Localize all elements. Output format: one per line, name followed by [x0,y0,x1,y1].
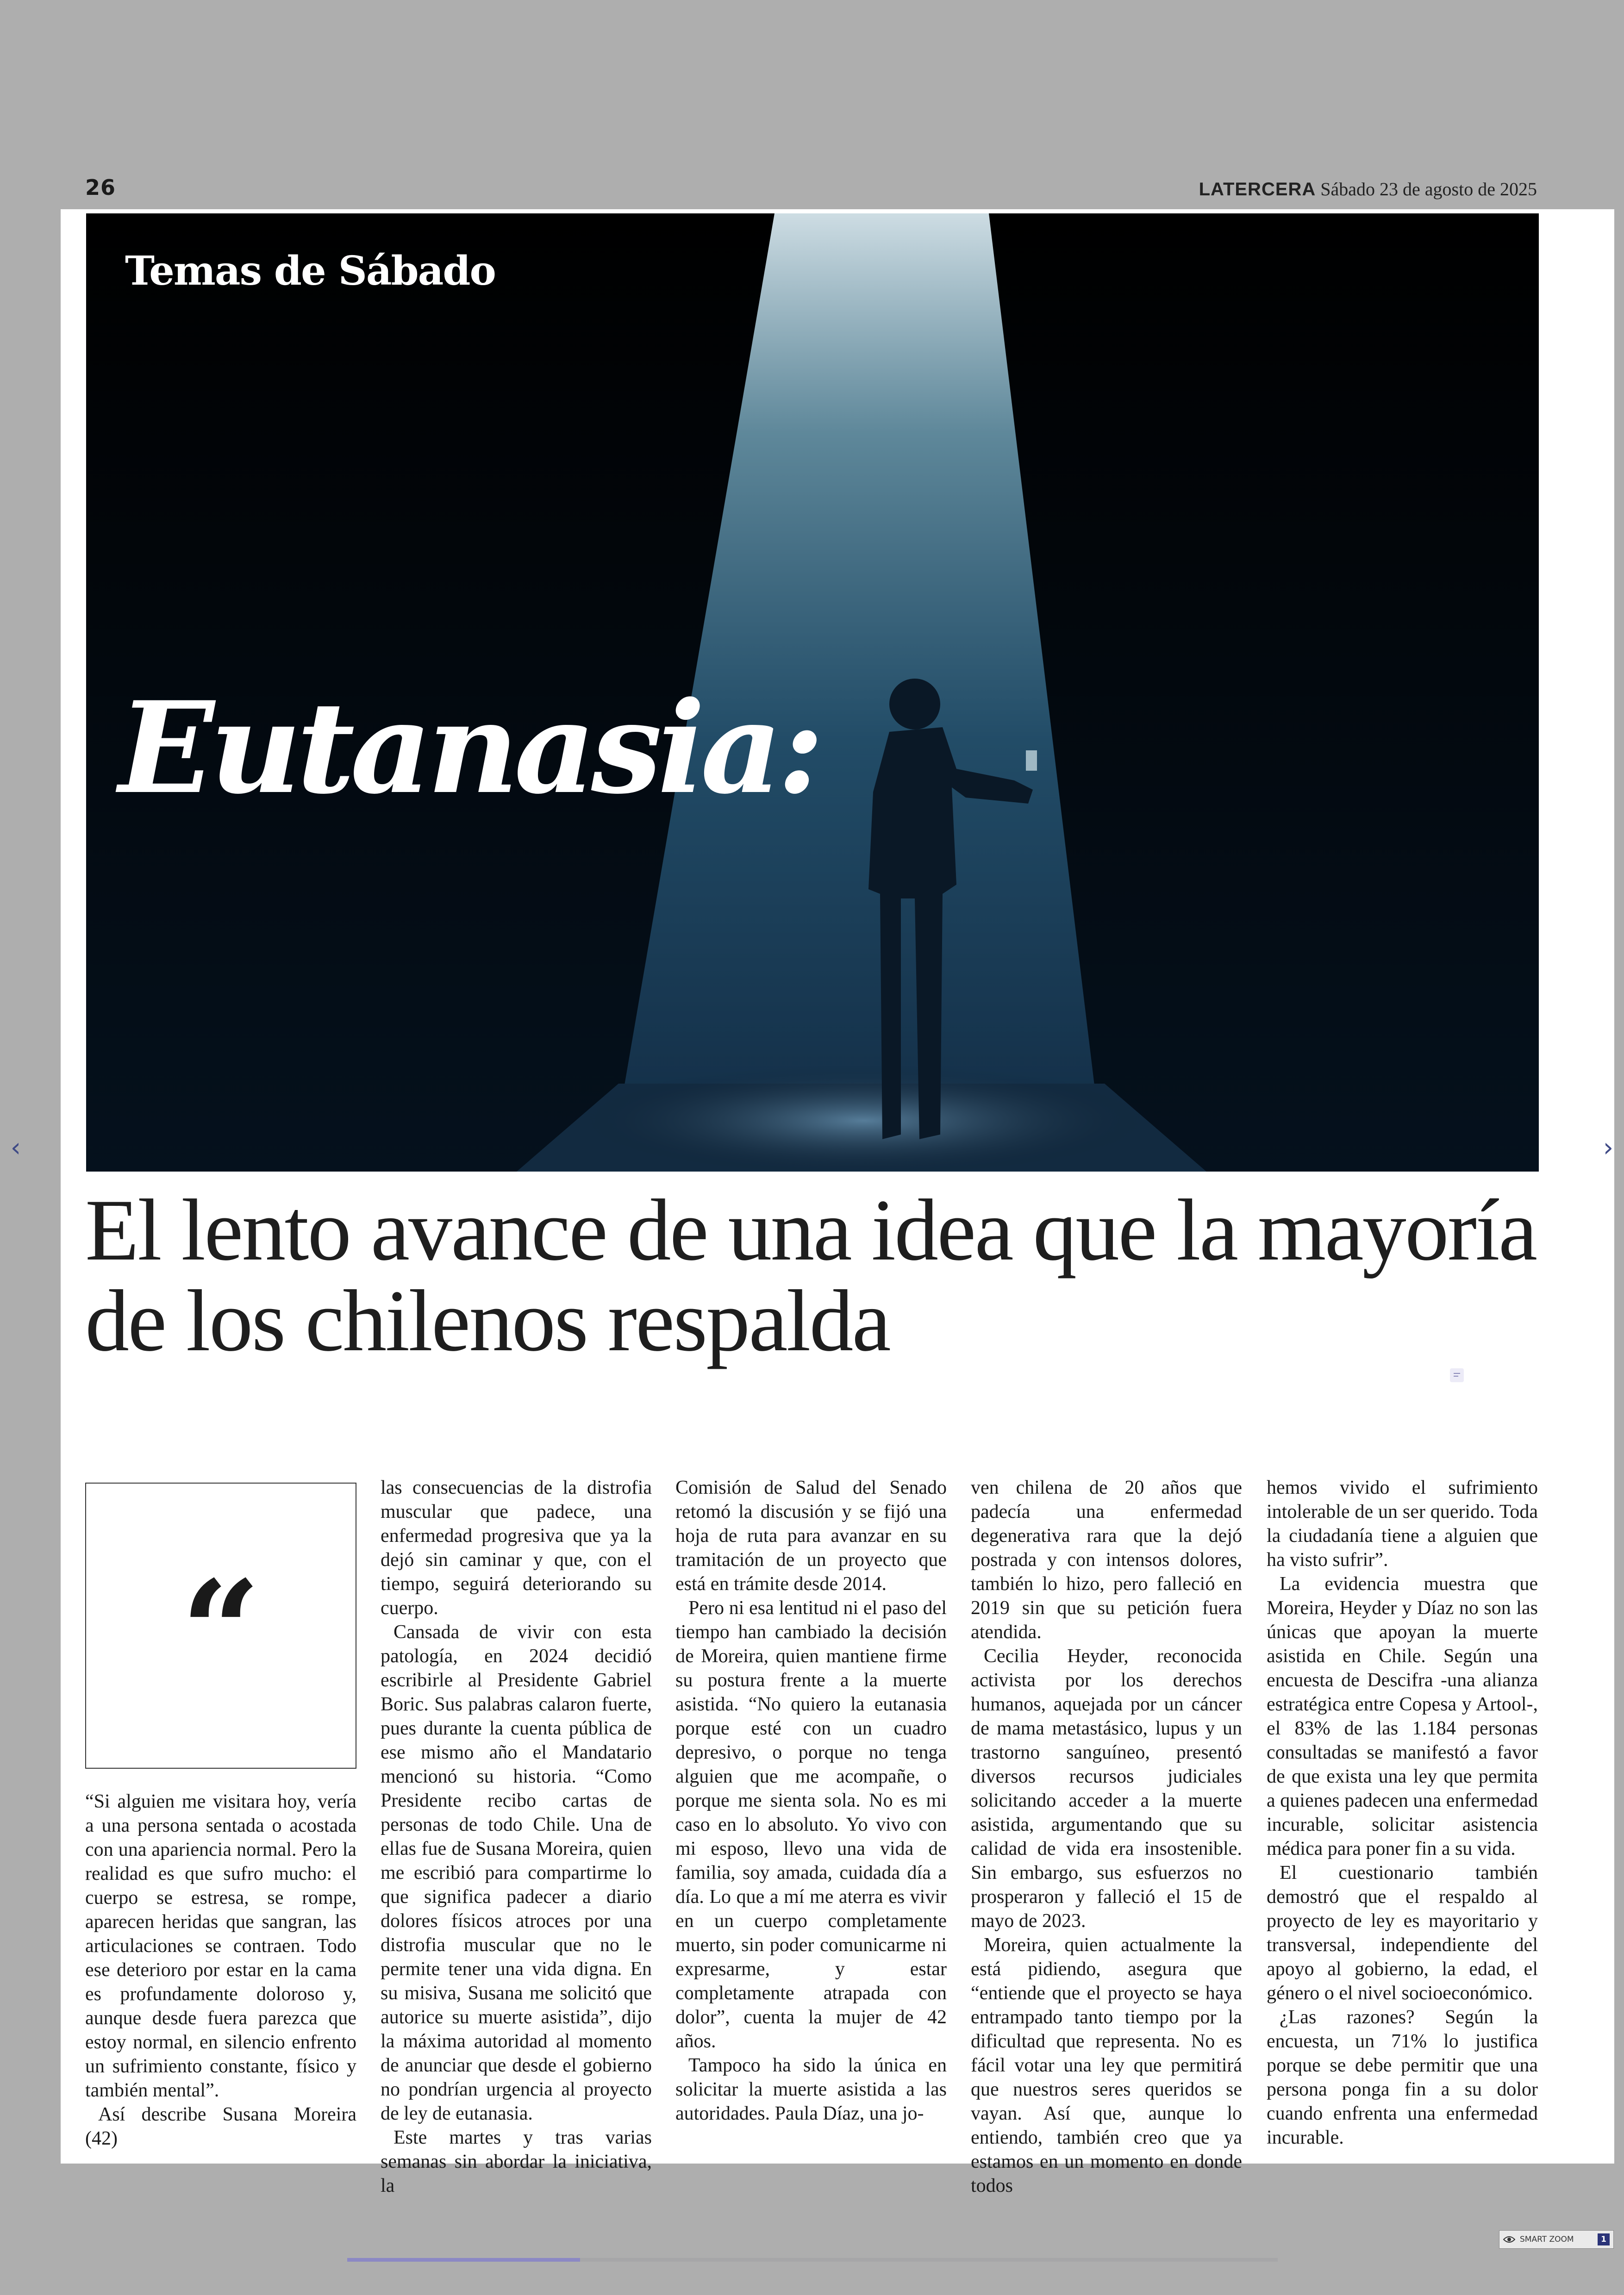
paragraph: Cecilia Heyder, reconocida activista por los derechos humanos, aquejada por un cáncer de mama metastásico, lupus y un trastorno sanguíneo, presentó diversos recursos judiciales solicitando acceder a la muerte asistida, argumentando que su calidad de vida era insostenible. Sin embargo, sus esfuerzos no prosperaron y falleció el 15 de mayo de 2023. [971,1646,1242,1932]
paragraph: “Si alguien me visitara hoy, vería a una persona sentada o acostada con una apariencia normal. Pero la realidad es que sufro mucho: el cuerpo se estresa, se rompe, aparecen heridas que sangran, las articulaciones se contraen. Todo ese deterioro por estar en la cama es profundamente doloroso y, aunque desde fuera parezca que estoy normal, en silencio enfrento un sufrimiento constante, físico y también mental”. [85,1791,356,2101]
article-headline: El lento avance de una idea que la mayoría de los chilenos respalda [85,1182,1537,1370]
page-number: 26 [85,175,116,200]
smart-zoom-label: SMART ZOOM [1520,2235,1574,2244]
reading-progress-bar[interactable] [347,2258,1278,2262]
masthead-date: Sábado 23 de agosto de 2025 [1316,179,1537,200]
paragraph: Tampoco ha sido la única en solicitar la muerte asistida a las autoridades. Paula Díaz, una jo- [675,2055,947,2124]
paragraph: Comisión de Salud del Senado retomó la discusión y se fijó una hoja de ruta para avanzar en su tramitación de un proyecto que está en trámite desde 2014. [675,1477,947,1595]
article-column-4 [971,1476,1242,2198]
paragraph: ven chilena de 20 años que padecía una enfermedad degenerativa rara que la dejó postrada y con intensos dolores, también lo hizo, pero falleció en 2019 sin que su petición fuera atendida. [971,1477,1242,1643]
section-kicker: Temas de Sábado [125,248,495,294]
hero-image [86,213,1539,1172]
next-page-arrow-icon[interactable]: › [1603,1133,1614,1163]
paragraph: Cansada de vivir con esta patología, en 2024 decidió escribirle al Presidente Gabriel Boric. Sus palabras calaron fuerte, pues durante la cuenta pública de ese mismo año el Mandatario mencionó su historia. “Como Presidente recibo cartas de personas de todo Chile. Una de ellas fue de Susana Moreira, quien me escribió para compartirme lo que significa padecer a diario dolores físicos atroces por una distrofia muscular que no le permite tener una vida digna. En su misiva, Susana me solicitó que autorice su muerte asistida”, dijo la máxima autoridad al momento de anunciar que desde el gobierno no pondrían urgencia al proyecto de ley de eutanasia. [381,1621,652,2124]
article-column-2 [381,1476,652,2198]
zoom-level-badge: 1 [1598,2233,1610,2245]
quote-mark-icon: “ [181,1550,261,1713]
paragraph: Este martes y tras varias semanas sin abordar la iniciativa, la [381,2127,652,2196]
article-column-3 [675,1476,947,2126]
smart-zoom-button[interactable] [1499,2230,1614,2249]
hero-title: Eutanasia: [119,674,820,822]
article-column-5 [1267,1476,1538,2150]
paragraph: hemos vivido el sufrimiento intolerable de un ser querido. Toda la ciudadanía tiene a alguien que ha visto sufrir”. [1267,1477,1538,1571]
paragraph: Pero ni esa lentitud ni el paso del tiempo han cambiado la decisión de Moreira, quien mantiene firme su postura frente a la muerte asistida. “No quiero la eutanasia porque esté con un cuadro depresivo, o porque no tenga alguien que me acompañe, o porque me sienta sola. No es mi caso en lo absoluto. Yo vivo con mi esposo, llevo una vida de familia, soy amada, cuidada día a día. Lo que a mí me aterra es vivir en un cuerpo completamente muerto, sin poder comunicarme ni expresarme, y estar completamente atrapada con dolor”, cuenta la mujer de 42 años. [675,1597,947,2052]
paragraph: Moreira, quien actualmente la está pidiendo, asegura que “entiende que el proyecto se haya entrampado tanto tiempo por la dificultad que representa. No es fácil votar una ley que permitirá que nuestros seres queridos se vayan. Así que, aunque lo entiendo, también creo que ya estamos en un momento en donde todos [971,1934,1242,2196]
comment-note-icon[interactable] [1450,1368,1464,1382]
paragraph: La evidencia muestra que Moreira, Heyder y Díaz no son las únicas que apoyan la muerte asistida en Chile. Según una encuesta de Descifra -una alianza estratégica entre Copesa y Artool-, el 83% de las 1.184 personas consultadas se manifestó a favor de que exista una ley que permita a quienes padecen una enfermedad incurable, solicitar asistencia médica para poner fin a su vida. [1267,1573,1538,1859]
paragraph: Así describe Susana Moreira (42) [85,2104,356,2149]
eye-icon [1503,2236,1515,2243]
article-column-1 [85,1790,356,2151]
paragraph: las consecuencias de la distrofia muscular que padece, una enfermedad progresiva que ya la dejó sin caminar y que, con el tiempo, seguirá deteriorando su cuerpo. [381,1477,652,1619]
pullquote-box [85,1483,356,1769]
paragraph: ¿Las razones? Según la encuesta, un 71% lo justifica porque se debe permitir que una persona ponga fin a su dolor cuando enfrenta una enfermedad incurable. [1267,2007,1538,2148]
masthead-brand: LATERCERA [1199,179,1316,200]
previous-page-arrow-icon[interactable]: ‹ [10,1133,21,1163]
masthead [1199,178,1537,200]
paragraph: El cuestionario también demostró que el respaldo al proyecto de ley es mayoritario y transversal, independiente del apoyo al gobierno, la edad, el género o el nivel socioeconómico. [1267,1862,1538,2004]
reading-progress-fill [347,2258,580,2262]
